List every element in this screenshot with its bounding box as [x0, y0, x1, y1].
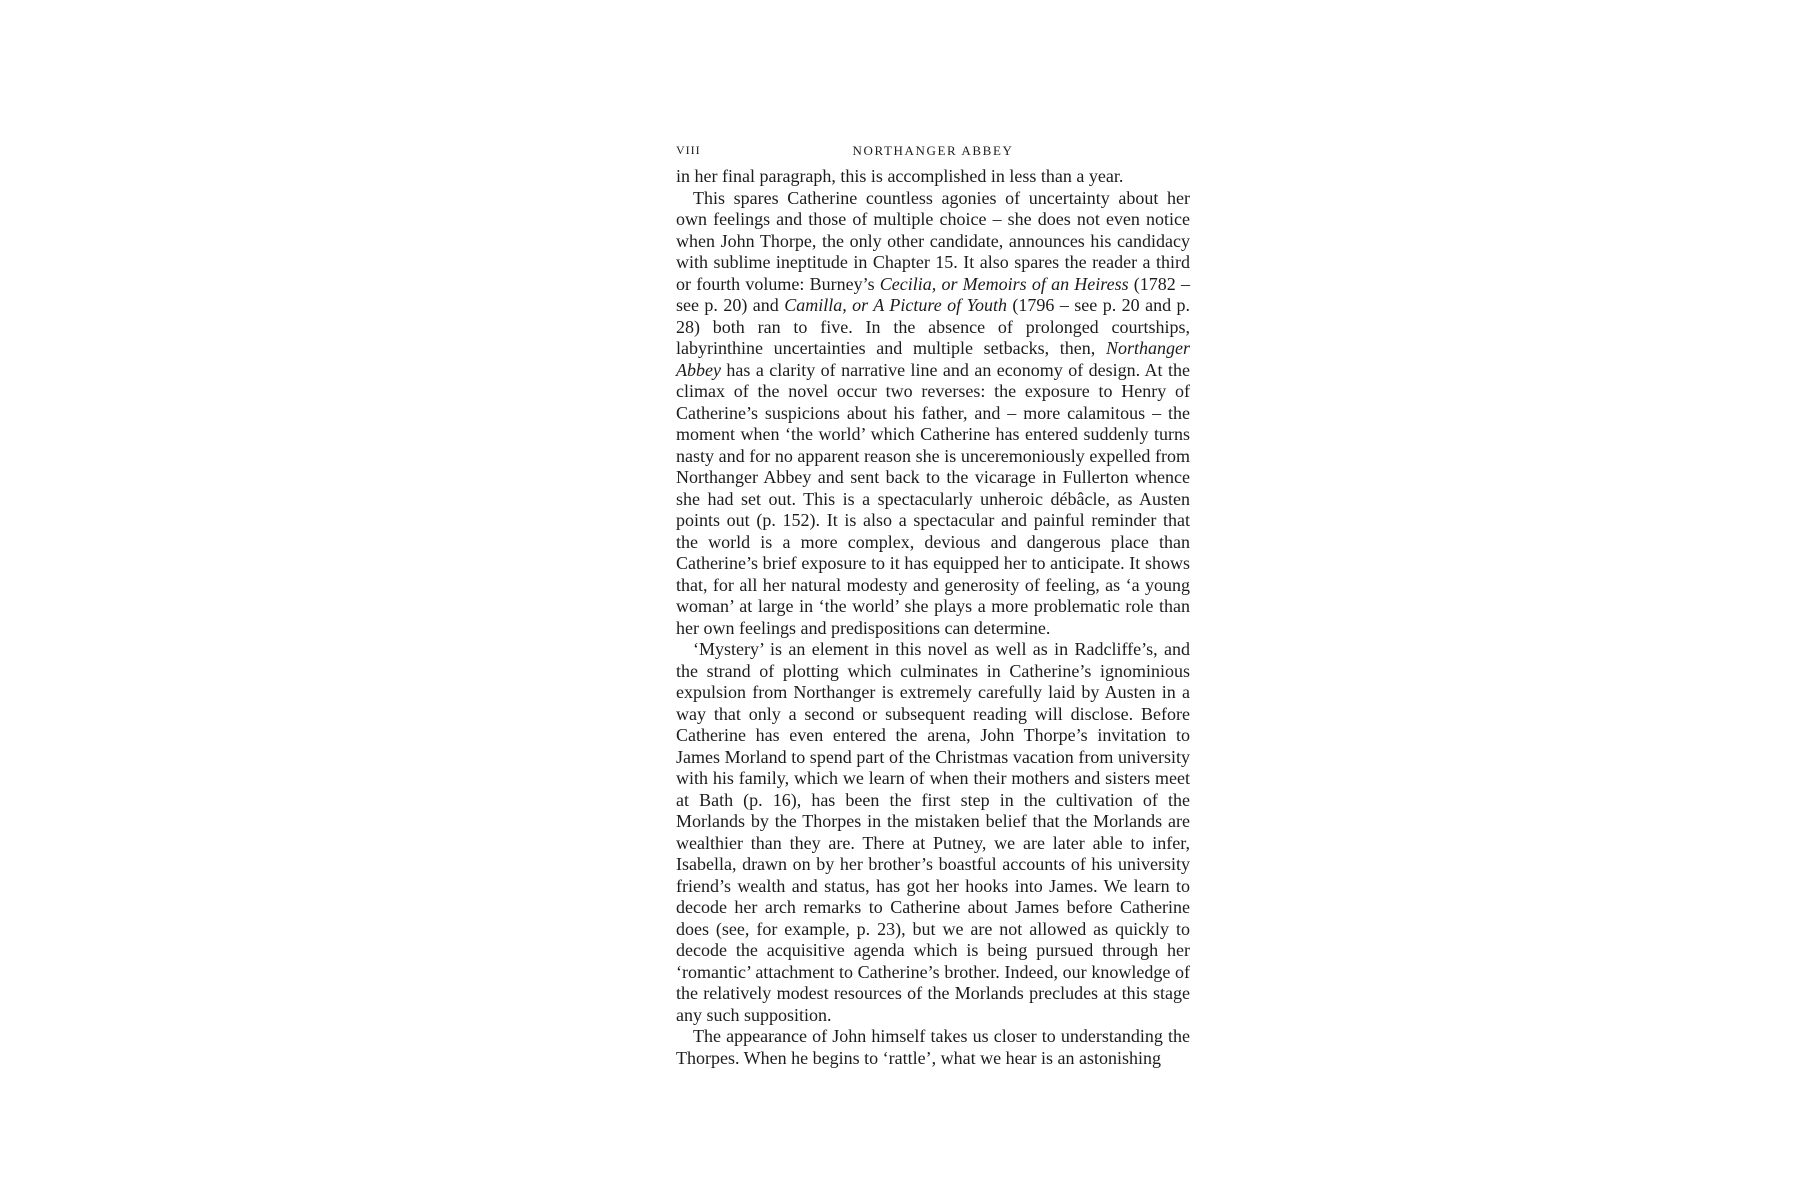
text-run: (1782 – see p. 20) and — [676, 273, 1191, 315]
running-head — [676, 140, 1190, 160]
text-run: (1796 – see p. 20 and p. 28) both ran to five. In the absence of prolonged courtships, labyrinthine uncertainties and multiple setbacks, then, — [676, 295, 1191, 358]
page-number: VIII — [676, 143, 701, 157]
body-text — [676, 166, 1190, 1069]
text-run: has a clarity of narrative line and an economy of design. At the climax of the novel occur two reverses: the exposure to Henry of Catherine’s suspicions about his father, and – more calamitous – the moment when ‘the world’ which Catherine has entered suddenly turns nasty and for no apparent reason she is unceremoniously expelled from Northanger Abbey and sent back to the vicarage in Fullerton whence she had set out. This is a spectacularly unheroic débâcle, as Austen points out (p. 152). It is also a spectacular and painful reminder that the world is a more complex, devious and dangerous place than Catherine’s brief exposure to it has equipped her to anticipate. It shows that, for all her natural modesty and generosity of feeling, as ‘a young woman’ at large in ‘the world’ she plays a more problematic role than her own feelings and predispositions can determine. — [676, 359, 1190, 638]
italic-title: Cecilia, or Memoirs of an Heiress — [879, 273, 1129, 294]
book-page — [676, 140, 1190, 1069]
paragraph-p4 — [676, 1026, 1190, 1069]
italic-title: Camilla, or A Picture of Youth — [784, 295, 1007, 315]
paragraph-p3 — [676, 639, 1190, 1026]
paragraph-p2 — [676, 188, 1190, 640]
text-run: This spares Catherine countless agonies of uncertainty about her own feelings and those of multiple choice – she does not even notice when John Thorpe, the only other candidate, announces his candidacy with sublime ineptitude in Chapter 15. It also spares the reader a third or fourth volume: Burney’s — [676, 187, 1190, 294]
paragraph-p1 — [676, 166, 1190, 188]
running-title: NORTHANGER ABBEY — [852, 143, 1014, 158]
italic-title: Northanger Abbey — [676, 338, 1190, 380]
text-run: in her final paragraph, this is accomplished in less than a year. — [676, 166, 1124, 186]
text-run: The appearance of John himself takes us closer to understanding the Thorpes. When he begins to ‘rattle’, what we hear is an astonishing — [676, 1026, 1190, 1068]
text-run: ‘Mystery’ is an element in this novel as well as in Radcliffe’s, and the strand of plotting which culminates in Catherine’s ignominious expulsion from Northanger is extremely carefully laid by Austen in a way that only a second or subsequent reading will disclose. Before Catherine has even entered the arena, John Thorpe’s invitation to James Morland to spend part of the Christmas vacation from university with his family, which we learn of when their mothers and sisters meet at Bath (p. 16), has been the first step in the cultivation of the Morlands by the Thorpes in the mistaken belief that the Morlands are wealthier than they are. There at Putney, we are later able to infer, Isabella, drawn on by her brother’s boastful accounts of his university friend’s wealth and status, has got her hooks into James. We learn to decode her arch remarks to Catherine about James before Catherine does (see, for example, p. 23), but we are not allowed as quickly to decode the acquisitive agenda which is being pursued through her ‘romantic’ attachment to Catherine’s brother. Indeed, our knowledge of the relatively modest resources of the Morlands precludes at this stage any such supposition. — [676, 639, 1190, 1025]
